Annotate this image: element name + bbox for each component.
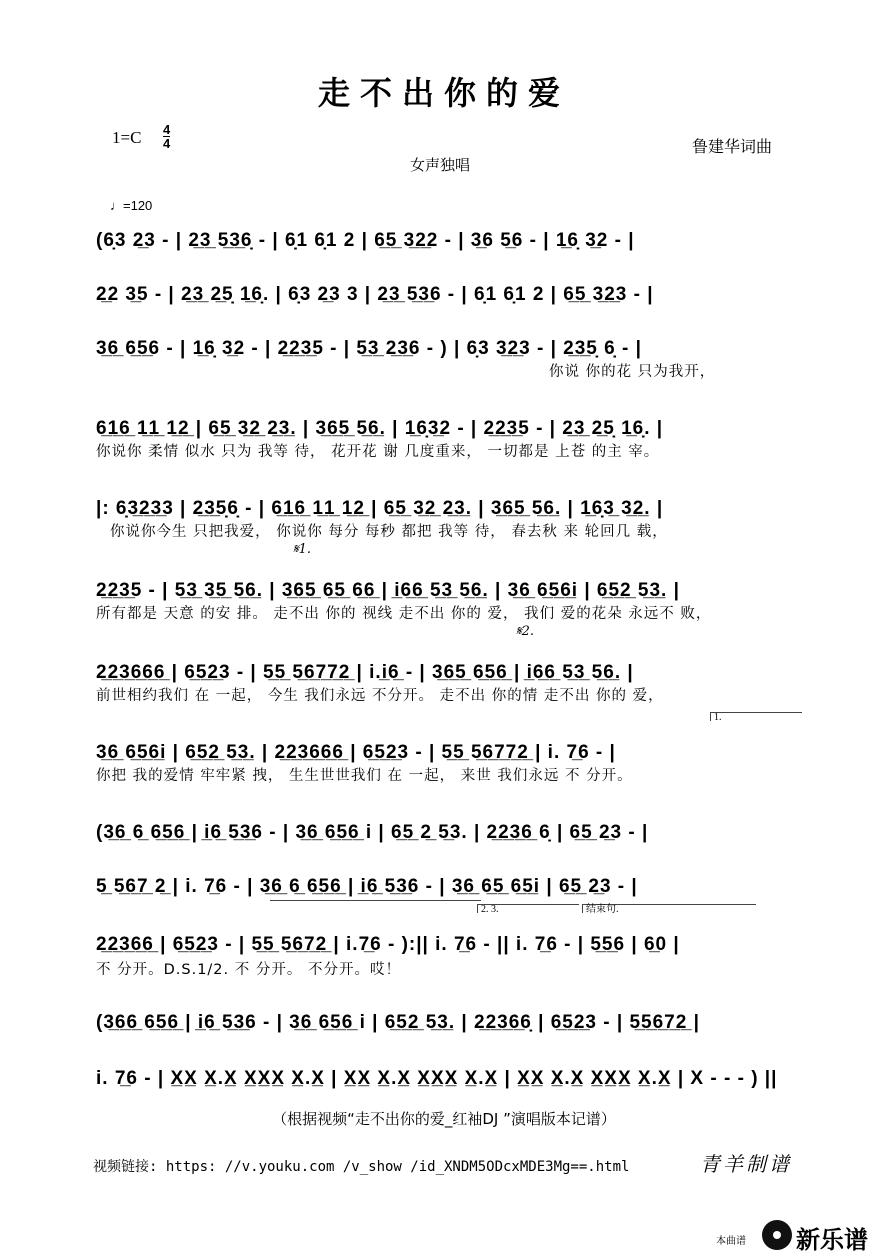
- key-signature: 1=C: [112, 128, 142, 147]
- performer-label: 女声独唱: [410, 156, 471, 174]
- staff-line-2: [96, 266, 806, 326]
- repeat-span-bracket: [270, 900, 481, 909]
- notation: 2̲2̲3̲6̲6̲6̲ | 6̲5̲2̲3 - | 5̲5̲ 5̲6̲7̲7̲2̲ | i.i̲6̲ - | 3̲6̲5̲ 6̲5̲6̲ | i̲6̲6̲ 5̲3̲ 5̲6̲. |: [96, 662, 634, 683]
- notation: 3̲6̲ 6̲5̲6̲i | 6̲5̲2̲ 5̲3̲. | 2̲2̲3̲6̲6̲6̲ | 6̲5̲2̲3 - | 5̲5̲ 5̲6̲7̲7̲2̲ | i. 7̲6 - |: [96, 742, 616, 763]
- vinyl-logo-icon: [762, 1220, 792, 1250]
- notation: (3̲6̲ 6̲ 6̲5̲6̲ | i̲6̲ 5̲3̲6 - | 3̲6̲ 6̲5̲6̲ i | 6̲5̲ 2̲ 5̲3. | 2̲2̲3̲6̲ 6̣ | 6̲5̲ 2̲3 - |: [96, 822, 649, 843]
- time-signature-bottom: 4: [163, 136, 171, 151]
- transcription-note: （根据视频“走不出你的爱_红袖DJ ”演唱版本记谱）: [272, 1110, 616, 1128]
- composer-credit: 鲁建华词曲: [692, 137, 773, 156]
- lyric: 你把 我的爱情 牢牢紧 拽， 生生世世我们 在 一起， 来世 我们永远 不 分开。: [96, 768, 633, 784]
- notation: i. 7̲6 - | X̲X̲ X̲.X̲ X̲X̲X̲ X̲.X̲ | X̲X̲ X̲.X̲ X̲X̲X̲ X̲.X̲ | X̲X̲ X̲.X̲ X̲X̲X̲ X̲.X̲ | X - - - ) ||: [96, 1068, 778, 1089]
- notation: 2̲2̲3̲6̲6̲ | 6̲5̲2̲3 - | 5̲5̲ 5̲6̲7̲2̲ | i.7̲6 - ):|| i. 7̲6 - || i. 7̲6 - | 5̲5̲6 | 6̲0 |: [96, 934, 680, 955]
- staff-line-1: [96, 212, 806, 272]
- time-signature-top: 4: [163, 122, 171, 137]
- ending-bracket: [582, 904, 756, 913]
- notation: 2̲2̲3̲5 - | 5̲3̲ 3̲5̲ 5̲6̲. | 3̲6̲5̲ 6̲5̲ 6̲6̲ | i̲6̲6̲ 5̲3̲ 5̲6̲. | 3̲6̲ 6̲5̲6̲i | 6̲5̲2̲ 5̲3̲. |: [96, 580, 680, 601]
- staff-line-8: [96, 724, 806, 784]
- brand-logo-text: 新乐谱: [796, 1226, 868, 1254]
- ending-label: 结束句.: [586, 904, 619, 915]
- volta-23-label: 2. 3.: [481, 904, 499, 915]
- segno-2: 𝄋2.: [516, 624, 534, 639]
- lyric: 不 分开。D.S.1/2. 不 分开。 不分开。哎！: [96, 962, 401, 978]
- staff-line-7: [96, 644, 806, 704]
- volta-23-bracket: [477, 904, 579, 913]
- video-link[interactable]: 视频链接: https: //v.youku.com /v_show /id_XNDM5ODcxMDE3Mg==.html: [93, 1159, 630, 1175]
- lyric: 你说 你的花 只为我开，: [549, 364, 716, 380]
- staff-line-4: [96, 400, 806, 460]
- brand-prefix: 本曲谱: [716, 1236, 746, 1247]
- notation: 6̲1̲6̲ 1̲1̲ 1̲2̲ | 6̲5̲ 3̲2̲ 2̲3̲. | 3̲6̲5̲ 5̲6̲. | 1̲6̣3̲2 - | 2̲2̲3̲5 - | 2̲3̲ 2̲5̣ 1̲6̣. |: [96, 418, 664, 439]
- segno-1: 𝄋1.: [293, 542, 311, 557]
- tempo-marking: ♩=120: [110, 198, 153, 213]
- notation: |: 6̣3̲2̲3̲3 | 2̲3̲5̣6̣ - | 6̲1̲6̲ 1̲1̲ 1̲2̲ | 6̲5̲ 3̲2̲ 2̲3̲. | 3̲6̲5̲ 5̲6̲. | 1̲6̣3̲ 3̲2̲. |: [96, 498, 664, 519]
- notation: (6̣3 2̲3 - | 2̲3̲ 5̲3̲6̣ - | 6̣1 6̣1 2 | 6̲5̲ 3̲2̲2 - | 3̲6 5̲6 - | 1̲6̣ 3̲2 - |: [96, 230, 635, 251]
- lyric: 你说你 柔情 似水 只为 我等 待， 花开花 谢 几度重来， 一切都是 上苍 的主 宰。: [96, 444, 660, 460]
- staff-line-12: [96, 994, 806, 1054]
- staff-line-9: [96, 804, 806, 864]
- notation: 5̲ 5̲6̲7̲ 2̲ | i. 7̲6 - | 3̲6̲ 6̲ 6̲5̲6̲ | i̲6̲ 5̲3̲6 - | 3̲6̲ 6̲5̲ 6̲5̲i | 6̲5̲ 2̲3 - |: [96, 876, 638, 897]
- staff-line-5: [96, 480, 806, 540]
- lyric: 前世相约我们 在 一起， 今生 我们永远 不分开。 走不出 你的情 走不出 你的 爱，: [96, 688, 664, 704]
- transcriber-signature: 青羊制谱: [700, 1152, 792, 1176]
- volta-1-label: 1.: [714, 712, 722, 723]
- notation: (3̲6̲6̲ 6̲5̲6̲ | i̲6̲ 5̲3̲6 - | 3̲6̲ 6̲5̲6̲ i | 6̲5̲2̲ 5̲3̲. | 2̲2̲3̲6̲6̣ | 6̲5̲2̲3 - | 5̲5̲6̲7̲2̲ |: [96, 1012, 700, 1033]
- staff-line-3: [96, 320, 806, 380]
- lyric: 所有都是 天意 的安 排。 走不出 你的 视线 走不出 你的 爱， 我们 爱的花朵 永远不 败，: [96, 606, 712, 622]
- lyric: 你说你今生 只把我爱， 你说你 每分 每秒 都把 我等 待， 春去秋 来 轮回几 载，: [110, 524, 668, 540]
- time-signature: [163, 123, 170, 150]
- notation: 2̲2 3̲5 - | 2̲3̲ 2̲5̣ 1̲6̣. | 6̣3 2̲3 3 | 2̲3̲ 5̲3̲6 - | 6̣1 6̣1 2 | 6̲5̲ 3̲2̲3 - |: [96, 284, 654, 305]
- song-title: 走不出你的爱: [317, 74, 570, 112]
- notation: 3̲6̲ 6̲5̲6 - | 1̲6̣ 3̲2 - | 2̲2̲3̲5 - | 5̲3̲ 2̲3̲6 - ) | 6̣3 3̲2̲3 - | 2̲3̲5̣ 6̣ - |: [96, 338, 642, 359]
- staff-line-6: [96, 562, 806, 622]
- staff-line-11: [96, 916, 806, 976]
- volta-1-bracket: [710, 712, 802, 721]
- staff-line-13: [96, 1050, 806, 1110]
